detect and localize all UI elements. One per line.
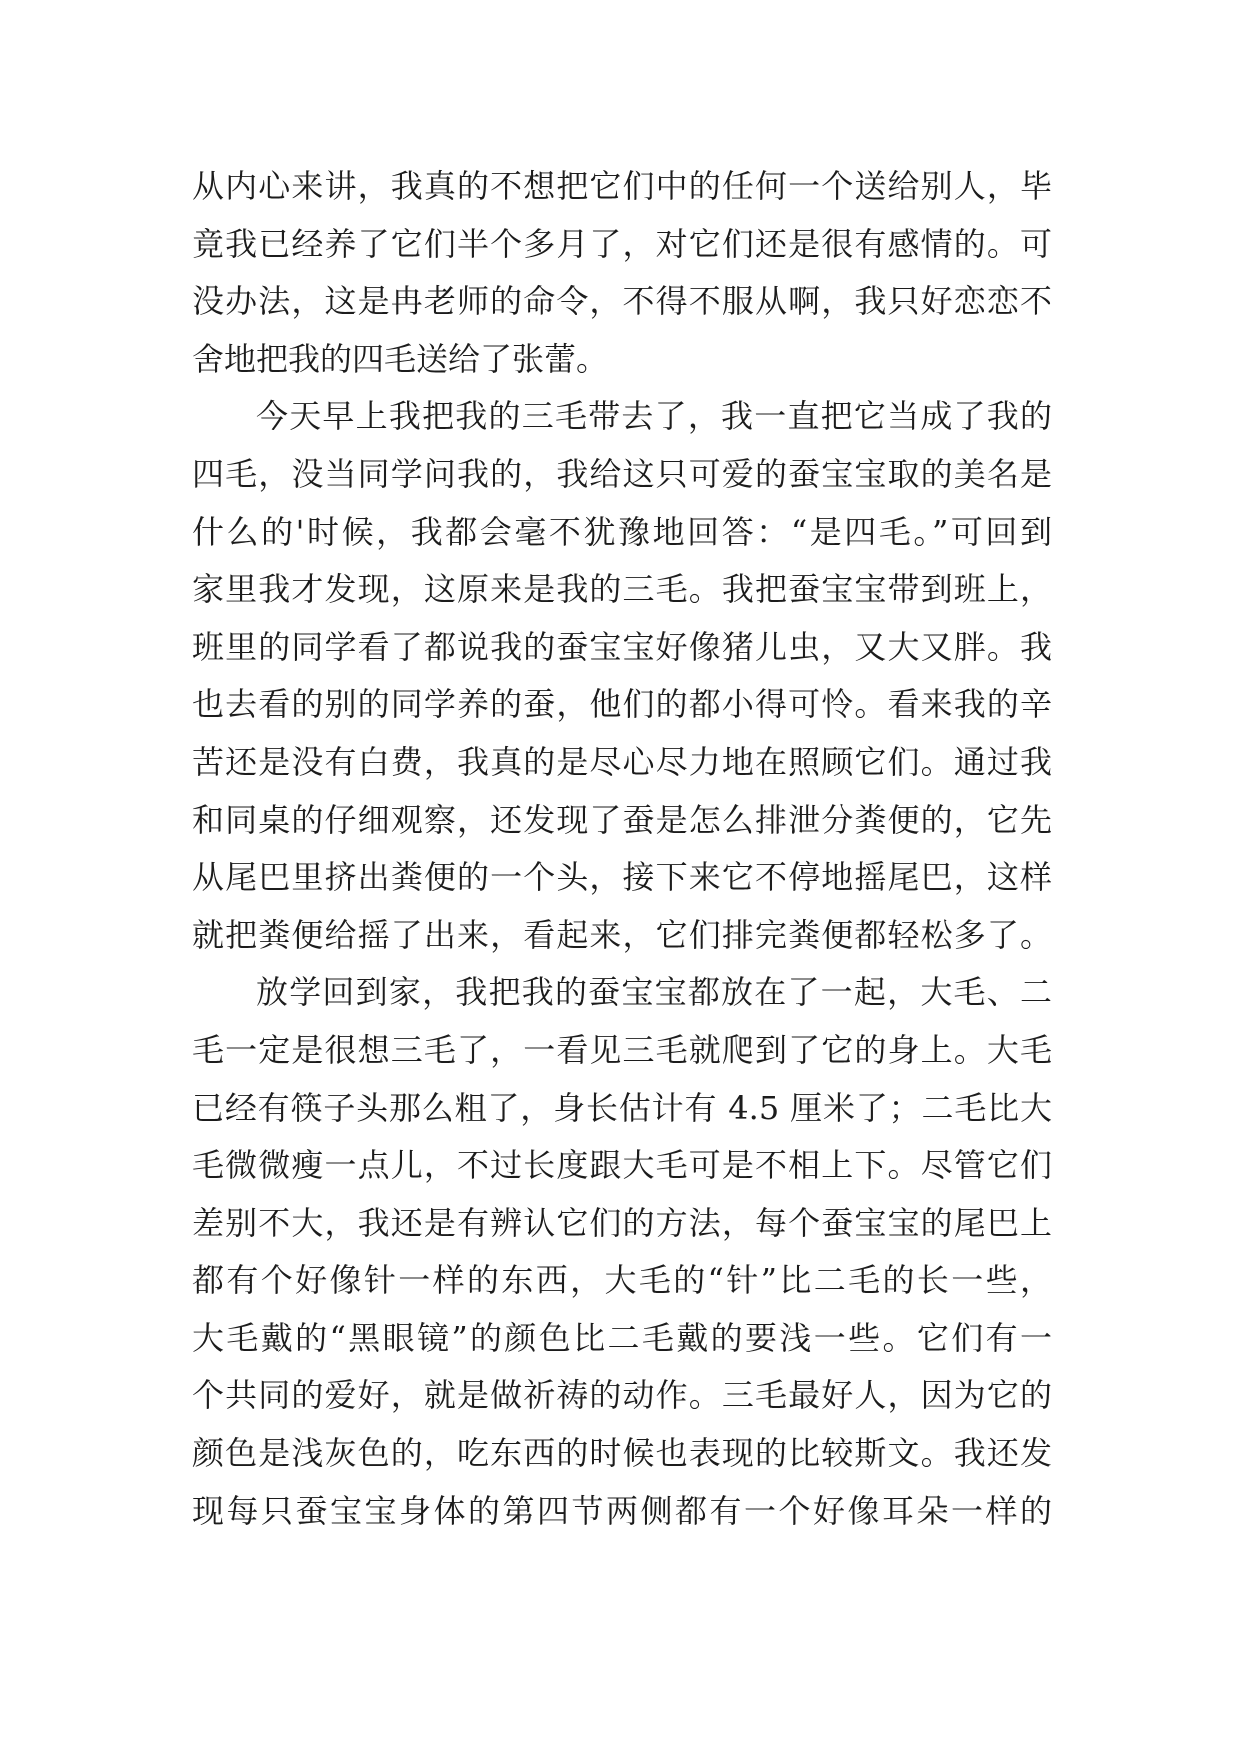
paragraph (192, 964, 1052, 1540)
text-line: 就把粪便给摇了出来，看起来，它们排完粪便都轻松多了。 (192, 915, 1052, 954)
text-line: 都有个好像针一样的东西，大毛的“针”比二毛的长一些， (192, 1261, 1052, 1300)
text-line: 家里我才发现，这原来是我的三毛。我把蚕宝宝带到班上， (192, 570, 1052, 609)
paragraph (192, 388, 1052, 964)
text-line: 班里的同学看了都说我的蚕宝宝好像猪儿虫，又大又胖。我 (192, 627, 1052, 666)
text-line: 毛一定是很想三毛了，一看见三毛就爬到了它的身上。大毛 (192, 1030, 1052, 1069)
text-line: 差别不大，我还是有辨认它们的方法，每个蚕宝宝的尾巴上 (192, 1203, 1052, 1242)
text-line: 今天早上我把我的三毛带去了，我一直把它当成了我的 (256, 397, 1052, 436)
text-line: 放学回到家，我把我的蚕宝宝都放在了一起，大毛、二 (256, 973, 1052, 1012)
text-line: 大毛戴的“黑眼镜”的颜色比二毛戴的要浅一些。它们有一 (192, 1318, 1052, 1357)
text-line: 已经有筷子头那么粗了，身长估计有 4.5 厘米了；二毛比大 (192, 1088, 1052, 1127)
text-line: 和同桌的仔细观察，还发现了蚕是怎么排泄分粪便的，它先 (192, 800, 1052, 839)
text-line: 舍地把我的四毛送给了张蕾。 (192, 339, 609, 378)
text-line: 四毛，没当同学问我的，我给这只可爱的蚕宝宝取的美名是 (192, 454, 1052, 493)
document-body (192, 158, 1052, 1540)
text-line: 个共同的爱好，就是做祈祷的动作。三毛最好人，因为它的 (192, 1376, 1052, 1415)
text-line: 也去看的别的同学养的蚕，他们的都小得可怜。看来我的辛 (192, 685, 1052, 724)
text-line: 苦还是没有白费，我真的是尽心尽力地在照顾它们。通过我 (192, 742, 1052, 781)
text-line: 从内心来讲，我真的不想把它们中的任何一个送给别人，毕 (192, 167, 1052, 205)
text-line: 现每只蚕宝宝身体的第四节两侧都有一个好像耳朵一样的 (192, 1491, 1052, 1530)
text-line: 毛微微瘦一点儿，不过长度跟大毛可是不相上下。尽管它们 (192, 1146, 1052, 1185)
text-line: 什么的'时候，我都会毫不犹豫地回答：“是四毛。”可回到 (192, 512, 1052, 551)
paragraph (192, 158, 1052, 388)
text-line: 从尾巴里挤出粪便的一个头，接下来它不停地摇尾巴，这样 (192, 858, 1052, 897)
text-line: 竟我已经养了它们半个多月了，对它们还是很有感情的。可 (192, 224, 1052, 263)
text-line: 没办法，这是冉老师的命令，不得不服从啊，我只好恋恋不 (192, 282, 1052, 321)
text-line: 颜色是浅灰色的，吃东西的时候也表现的比较斯文。我还发 (192, 1434, 1052, 1473)
